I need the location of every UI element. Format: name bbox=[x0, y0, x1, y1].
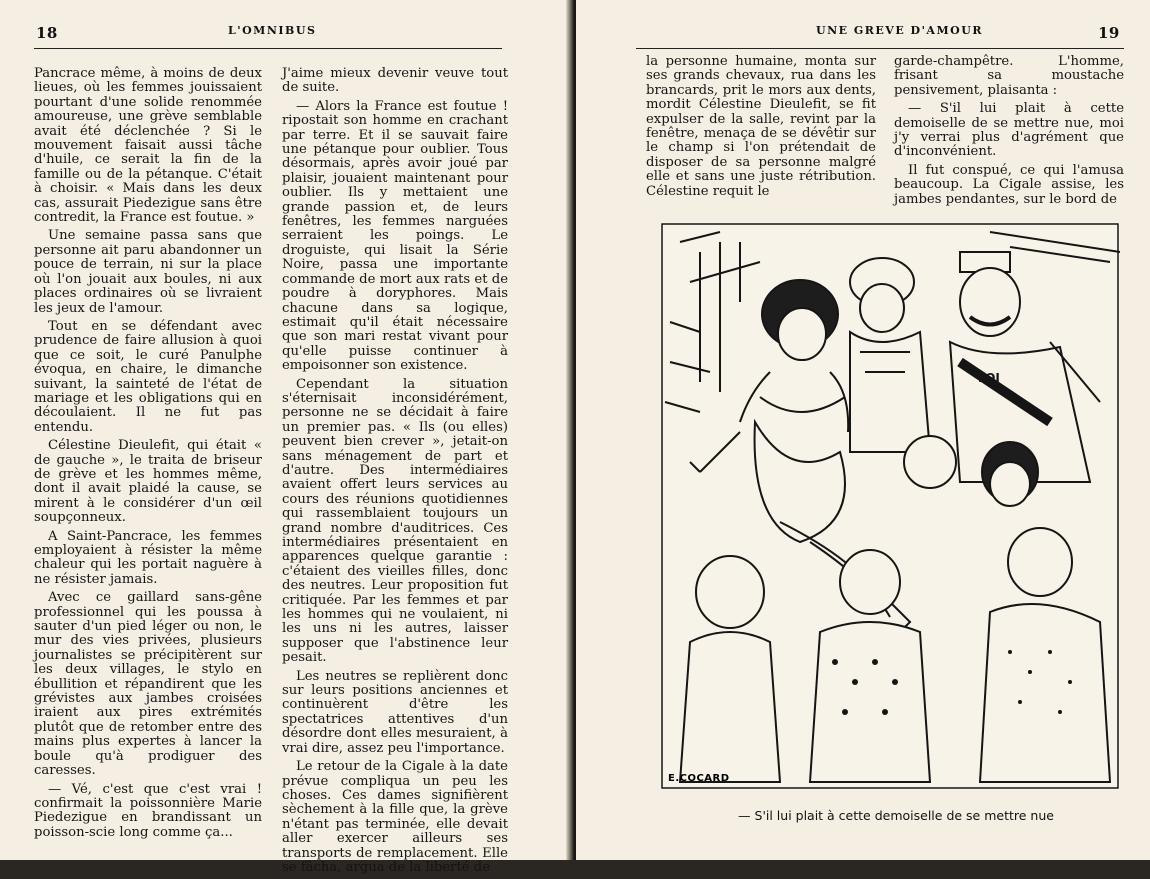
paragraph: — Alors la France est foutue ! ripostait son homme en crachant par terre. Et il se sauvait faire une pétanque pour oublier. Tous désormais, après avoir joué par plaisir, jouaient maintenant pour oublier. Ils y mettaient une grande passion et, de leurs fenêtres, les femmes narguées serraient les poings. Le droguiste, qui lisait la Série Noire, passa une importante commande de mort aux rats et de poudre à doryphores. Mais chacune dans sa logique, estimait qu'il était nécessaire que son mari restat vivant pour qu'elle puisse continuer à empoisonner son existence. bbox=[282, 98, 508, 374]
paragraph: A Saint-Pancrace, les femmes employaient à résister la même chaleur qui les portait naguère à ne résister jamais. bbox=[34, 528, 262, 587]
paragraph: Pancrace même, à moins de deux lieues, où les femmes jouissaient pourtant d'une solide renommée amoureuse, une grève semblable avait été déclenchée ? Si le mouvement faisait aussi tâche d'huile, ce serait la fin de la famille ou de la pétanque. C'était à choisir. « Mais dans les deux cas, assurait Piedezigue sans être contredit, la France est foutue. » bbox=[34, 66, 262, 226]
right-page-column-1 bbox=[646, 55, 876, 203]
crowd-figures bbox=[680, 436, 1110, 782]
woman-center-figure bbox=[850, 258, 930, 452]
right-page-column-2 bbox=[894, 55, 1124, 211]
page-number-right: 19 bbox=[1098, 24, 1120, 42]
illustration bbox=[660, 222, 1120, 790]
left-page-column-1 bbox=[34, 67, 262, 844]
paragraph: garde-champêtre. L'homme, frisant sa moustache pensivement, plaisanta : bbox=[894, 54, 1124, 98]
header-rule-left bbox=[34, 48, 502, 49]
illustration-drawing bbox=[660, 222, 1120, 790]
paragraph: — Vé, c'est que c'est vrai ! confirmait la poissonnière Marie Piedezigue en brandissant un poisson-scie long comme ça... bbox=[34, 781, 262, 840]
left-page-column-2 bbox=[282, 67, 508, 879]
paragraph: Une semaine passa sans que personne ait paru abandonner un pouce de terrain, ni sur la place où l'on jouait aux boules, ni aux places ordinaires où se livraient les jeux de l'amour. bbox=[34, 228, 262, 316]
paragraph: Avec ce gaillard sans-gêne professionnel qui les poussa à sauter d'un pied léger ou non, le mur des vies privées, plusieurs journalistes se précipitèrent sur les deux villages, le stylo en ébullition et répandirent que les grévistes aux jambes croisées iraient aux pires extrémités plutôt que de retomber entre des mains plus expertes à lancer la boule qu'à prodiguer des caresses. bbox=[34, 590, 262, 779]
paragraph: Tout en se défendant avec prudence de faire allusion à quoi que ce soit, le curé Panulphe évoqua, en chaire, le dimanche suivant, la sainteté de l'état de mariage et les obligations qui en découlaient. Il ne fut pas entendu. bbox=[34, 318, 262, 435]
illustration-caption: — S'il lui plait à cette demoiselle de se mettre nue bbox=[738, 808, 1054, 823]
running-title-left: L'OMNIBUS bbox=[228, 24, 317, 37]
paragraph: Il fut conspué, ce qui l'amusa beaucoup. La Cigale assise, les jambes pendantes, sur le bord de bbox=[894, 162, 1124, 207]
left-page bbox=[0, 0, 574, 875]
paragraph: Cependant la situation s'éternisait inconsidérément, personne ne se décidait à faire un premier pas. « Ils (ou elles) peuvent bien crever », jetait-on sans ménagement de part et d'autre. Des intermédiaires avaient offert leurs services au cours des réunions quotidiennes qui rassemblaient toujours un grand nombre d'auditrices. Ces intermédiaires présentaient en apparences quelque garantie : c'étaient des vieilles filles, donc des neutres. Leur proposition fut critiquée. Par les femmes et par les hommes qui ne voulaient, ni les uns ni les autres, laisser supposer que l'abstinence leur pesait. bbox=[282, 376, 508, 666]
paragraph: la personne humaine, monta sur ses grands chevaux, rua dans les brancards, prit le mors aux dents, mordit Célestine Dieulefit, se fit expulser de la salle, revint par la fenêtre, menaça de se dévêtir sur le champ si l'on prétendait de disposer de sa personne malgré elle et sans une juste rétribution. Célestine requit le bbox=[646, 54, 876, 199]
paragraph: — S'il lui plait à cette demoiselle de se mettre nue, moi j'y verrai plus d'agrément que d'inconvénient. bbox=[894, 101, 1124, 160]
header-rule-right bbox=[636, 48, 1124, 49]
paragraph: Le retour de la Cigale à la date prévue compliqua un peu les choses. Ces dames signifièrent sèchement à la fille que, la grève n'étant pas terminée, elle devait aller exercer ailleurs ses transports de remplacement. Elle se fâcha, argua de la liberté de bbox=[282, 759, 508, 875]
running-title-right: UNE GREVE D'AMOUR bbox=[816, 24, 983, 37]
sash-text: LOI bbox=[978, 371, 1000, 385]
paragraph: Célestine Dieulefit, qui était « de gauche », le traita de briseur de grève et les hommes même, dont il avait plaidé la cause, se mirent à le considérer d'un œil soupçonneux. bbox=[34, 438, 262, 526]
paragraph: Les neutres se replièrent donc sur leurs positions anciennes et continuèrent d'être les spectatrices attentives d'un désordre dont elles mesuraient, à vrai dire, assez peu l'importance. bbox=[282, 668, 508, 756]
page-number-left: 18 bbox=[36, 24, 58, 42]
right-page bbox=[576, 0, 1150, 860]
paragraph: J'aime mieux devenir veuve tout de suite. bbox=[282, 66, 508, 96]
illustrator-signature: E.COCARD bbox=[668, 773, 730, 784]
